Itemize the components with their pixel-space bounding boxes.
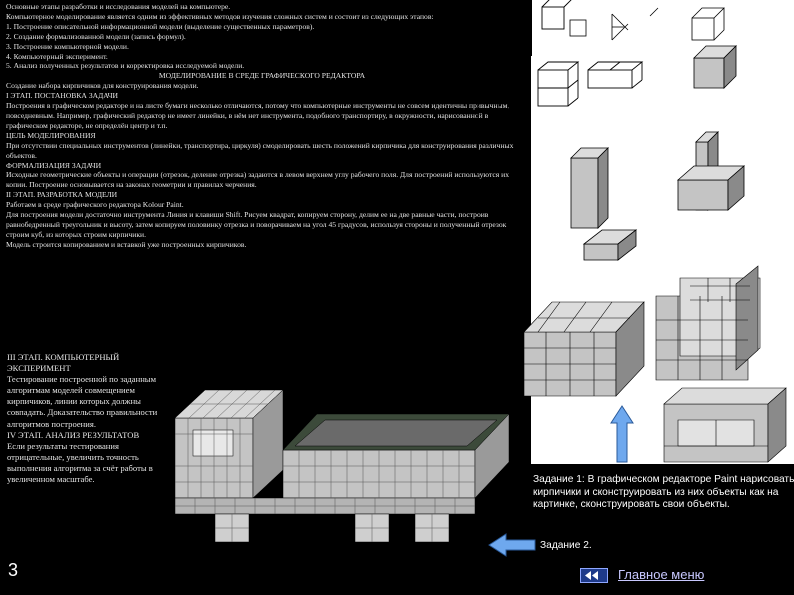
brick-sofa-model xyxy=(664,388,786,462)
stage2-text: Для построения модели достаточно инструмента Линия и клавиши Shift. Рисуем квадрат, копируем сторону, делим ее на две равные части, построив равнобедренный треугольник и высоту, затем копируем половинку отрезка и поворачиваем на угол 45 градусов, используя стороны и полученный отрезок строим куб, из которых строим кирпичики. xyxy=(6,210,507,239)
main-menu-button[interactable] xyxy=(580,568,608,583)
wire-tower xyxy=(478,64,508,136)
heading-modeling: МОДЕЛИРОВАНИЕ В СРЕДЕ ГРАФИЧЕСКОГО РЕДАКТОРА xyxy=(158,71,366,81)
wire-row xyxy=(538,62,642,106)
line-create: Создание набора кирпичиков для конструирования модели. xyxy=(6,81,199,91)
step-1: 1. Построение описательной информационной модели (выделение существенных параметров). xyxy=(6,21,315,31)
stage2-final: Модель строится копированием и вставкой уже построенных кирпичиков. xyxy=(6,239,247,249)
step-4: 4. Компьютерный эксперимент. xyxy=(6,51,108,61)
brick-long xyxy=(678,166,744,210)
stage3-title: III ЭТАП. КОМПЬЮТЕРНЫЙ ЭКСПЕРИМЕНТ xyxy=(7,352,120,374)
step-2: 2. Создание формализованной модели (запись формул). xyxy=(6,31,186,41)
task-2-link[interactable]: Задание 2. xyxy=(540,540,592,551)
intro-paragraph: Компьютерное моделирование является одним из эффективных методов изучения сложных систем и состоит из следующих этапов: xyxy=(6,11,434,21)
stage2-env: Работаем в среде графического редактора Kolour Paint. xyxy=(6,200,184,210)
main-menu-link[interactable]: Главное меню xyxy=(618,567,705,582)
goal-text: При отсутствии специальных инструментов (линейки, транспортира, циркуля) смоделировать шесть положений кирпичика для конструирования различных объектов. xyxy=(6,140,514,160)
brick-cube xyxy=(694,46,736,88)
intro-line: Основные этапы разработки и исследования моделей на компьютере. xyxy=(6,2,231,11)
brick-flat xyxy=(584,230,636,260)
slide-number: 3 xyxy=(8,560,19,580)
goal-title: ЦЕЛЬ МОДЕЛИРОВАНИЯ xyxy=(6,130,96,140)
brick-illustrations xyxy=(468,0,794,465)
formal-title: ФОРМАЛИЗАЦИЯ ЗАДАЧИ xyxy=(6,160,102,170)
step-3: 3. Построение компьютерной модели. xyxy=(6,41,129,51)
stage4-text: Если результаты тестирования отрицательные, увеличить точность выполнения алгоритма за счёт работы в увеличенном масштабе. xyxy=(7,440,153,485)
truck-model xyxy=(175,370,515,545)
arrow-up-icon[interactable] xyxy=(610,405,634,463)
stage2-title: II ЭТАП. РАЗРАБОТКА МОДЕЛИ xyxy=(6,190,118,200)
lower-text-block xyxy=(7,352,175,485)
stage1-text: Построения в графическом редакторе и на листе бумаги несколько отличаются, потому что компьютерные инструменты не совсем идентичны привычным, повседневным. Например, графический редактор не имеет линейки, в нём нет инструмента, подобного транспортиру, в окружности, нарисованной в графическом редакторе, не определён центр и т.п. xyxy=(6,101,510,130)
arrow-left-icon[interactable] xyxy=(488,533,536,557)
stage1-title: I ЭТАП. ПОСТАНОВКА ЗАДАЧИ xyxy=(6,91,119,101)
main-text-block xyxy=(6,2,518,250)
formal-text: Исходные геометрические объекты и операции (отрезок, деление отрезка) задаются в левом верхнем углу рабочего поля. Для построений используются их копии. Построение основывается на законах геометрии и правилах черчения. xyxy=(6,170,510,190)
stage3-text: Тестирование построенной по заданным алгоритмам моделей совмещением кирпичиков, линии которых должны совпадать. Доказательство правильности алгоритмов построения. xyxy=(7,374,158,429)
brick-bench-model xyxy=(524,302,644,396)
task-1-text: Задание 1: В графическом редакторе Paint нарисовать кирпичики и сконструировать из них объекты как на картинке, сконструировать свои объекты. xyxy=(533,474,794,511)
stage4-title: IV ЭТАП. АНАЛИЗ РЕЗУЛЬТАТОВ xyxy=(7,429,140,440)
brick-bed-model xyxy=(656,266,760,380)
brick-tall xyxy=(571,148,608,228)
step-5: 5. Анализ полученных результатов и корректировка исследуемой модели. xyxy=(6,61,245,71)
